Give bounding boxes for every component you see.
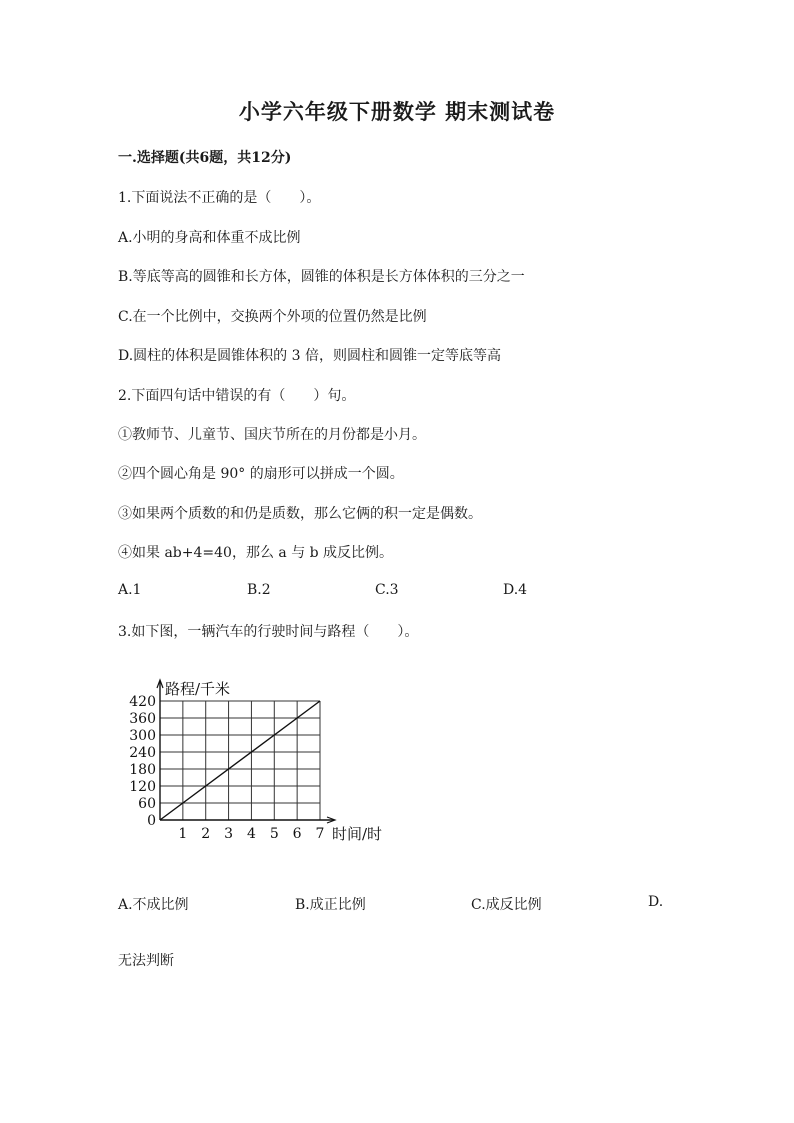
q2-option-d: D.4: [503, 582, 528, 598]
y-tick-label-240: 240: [129, 745, 156, 761]
q1-option-a: A.小明的身高和体重不成比例: [118, 230, 301, 246]
q2-statement-4: ④如果 ab+4=40，那么 a 与 b 成反比例。: [118, 545, 394, 561]
y-tick-label-120: 120: [129, 779, 156, 795]
question-2-stem: 2.下面四句话中错误的有（ ）句。: [118, 388, 356, 404]
x-tick-label-5: 5: [269, 826, 279, 842]
q3-option-c: C.成反比例: [471, 897, 542, 913]
chart-labels: [129, 680, 382, 843]
q1-option-b: B.等底等高的圆锥和长方体，圆锥的体积是长方体体积的三分之一: [118, 269, 525, 285]
q2-statement-1: ①教师节、儿童节、国庆节所在的月份都是小月。: [118, 427, 426, 443]
q3-option-b: B.成正比例: [295, 897, 366, 913]
x-tick-label-3: 3: [224, 826, 234, 842]
x-tick-label-7: 7: [315, 826, 325, 842]
question-3-stem: 3.如下图，一辆汽车的行驶时间与路程（ ）。: [118, 624, 419, 640]
y-axis-label: 路程/千米: [165, 680, 231, 698]
q1-option-c: C.在一个比例中，交换两个外项的位置仍然是比例: [118, 309, 427, 325]
q2-statement-3: ③如果两个质数的和仍是质数，那么它俩的积一定是偶数。: [118, 506, 482, 522]
q2-statement-2: ②四个圆心角是 90° 的扇形可以拼成一个圆。: [118, 466, 404, 482]
q3-option-d: D.: [648, 894, 664, 910]
q1-option-d: D.圆柱的体积是圆锥体积的 3 倍，则圆柱和圆锥一定等底等高: [118, 348, 501, 364]
x-tick-label-6: 6: [292, 826, 302, 842]
y-tick-label-300: 300: [129, 728, 156, 744]
y-tick-label-420: 420: [129, 694, 156, 710]
question-1-stem: 1.下面说法不正确的是（ ）。: [118, 190, 321, 206]
x-axis-label: 时间/时: [332, 825, 383, 843]
y-tick-label-60: 60: [138, 796, 156, 812]
section-heading: 一.选择题(共6题，共12分): [118, 150, 292, 166]
q3-option-d-continued: 无法判断: [118, 953, 174, 969]
q3-option-a: A.不成比例: [118, 897, 189, 913]
q2-option-c: C.3: [375, 582, 399, 598]
page-title: 小学六年级下册数学 期末测试卷: [238, 99, 556, 124]
chart-series: [160, 701, 320, 820]
series-line-0: [160, 701, 320, 820]
y-tick-label-360: 360: [129, 711, 156, 727]
q2-option-b: B.2: [247, 582, 271, 598]
x-tick-label-4: 4: [246, 826, 256, 842]
distance-time-chart: [120, 677, 410, 852]
origin-label: 0: [147, 813, 156, 829]
x-tick-label-1: 1: [178, 826, 188, 842]
y-tick-label-180: 180: [129, 762, 156, 778]
x-tick-label-2: 2: [201, 826, 211, 842]
q2-option-a: A.1: [118, 582, 142, 598]
